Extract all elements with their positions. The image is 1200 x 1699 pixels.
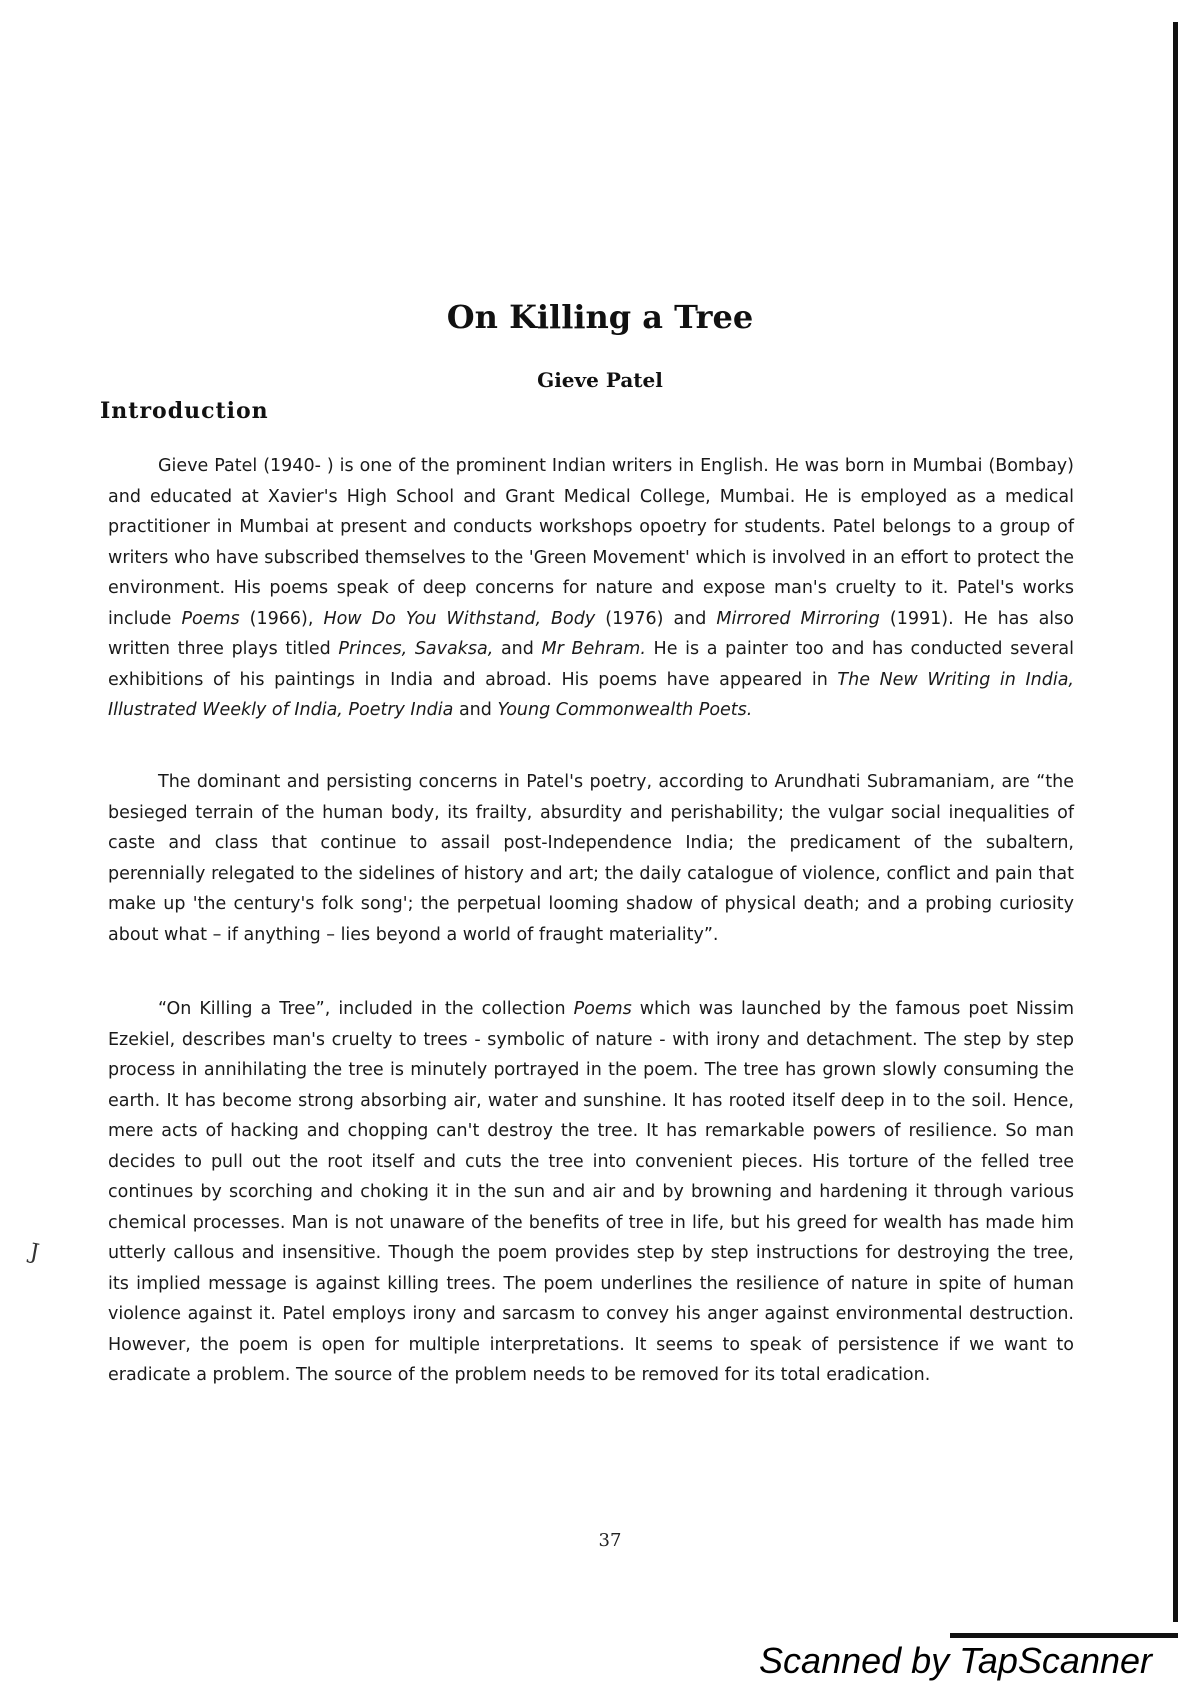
document-title: On Killing a Tree [446, 298, 754, 336]
text-run: which was launched by the famous poet Nissim Ezekiel, describes man's cruelty to trees - symbolic of nature - with irony and detachment. The step by step process in annihilating the tree is minutely portrayed in the poem. The tree has grown slowly consuming the earth. It has become strong absorbing air, water and sunshine. It has rooted itself deep in to the soil. Hence, mere acts of hacking and chopping can't destroy the tree. It has remarkable powers of resilience. So man decides to pull out the root itself and cuts the tree into convenient pieces. His torture of the felled tree continues by scorching and choking it in the sun and air and by browning and hardening it through various chemical processes. Man is not unaware of the benefits of tree in life, but his greed for wealth has made him utterly callous and insensitive. Though the poem provides step by step instructions for destroying the tree, its implied message is against killing trees. The poem underlines the resilience of nature in spite of human violence against it. Patel employs irony and sarcasm to convey his anger against environmental destruction. However, the poem is open for multiple interpretations. It seems to speak of persistence if we want to eradicate a problem. The source of the problem needs to be removed for its total eradication. [108, 999, 1074, 1385]
page-edge-shadow [1173, 22, 1178, 1622]
italic-title-run: Poems [181, 608, 240, 629]
text-run: The dominant and persisting concerns in Patel's poetry, according to Arundhati Subramaniam, are “the besieged terrain of the human body, its frailty, absurdity and perishability; the vulgar social inequalities of caste and class that continue to assail post-Independence India; the predicament of the subaltern, perennially relegated to the sidelines of history and art; the daily catalogue of violence, conflict and pain that make up 'the century's folk song'; the perpetual looming shadow of physical death; and a probing curiosity about what – if anything – lies beyond a world of fraught materiality”. [108, 772, 1074, 945]
text-run: Gieve Patel (1940- ) is one of the prominent Indian writers in English. He was born in Mumbai (Bombay) and educated at Xavier's High School and Grant Medical College, Mumbai. He is employed as a medical practitioner in Mumbai at present and conducts workshops opoetry for students. Patel belongs to a group of writers who have subscribed themselves to the 'Green Movement' which is involved in an effort to protect the environment. His poems speak of deep concerns for nature and expose man's cruelty to it. Patel's works include [108, 456, 1074, 629]
text-run: (1966), [239, 608, 324, 629]
paragraph-text [108, 767, 1074, 950]
text-run: (1976) and [595, 608, 717, 629]
page-bottom-edge [950, 1633, 1178, 1638]
section-heading: Introduction [100, 398, 269, 424]
italic-title-run: Mr Behram. [541, 639, 646, 659]
page-number: 37 [598, 1530, 622, 1551]
paragraph-3 [108, 994, 1074, 1391]
text-run: and [453, 700, 498, 720]
italic-title-run: Princes, Savaksa, [338, 639, 494, 659]
paragraph-2 [108, 767, 1074, 950]
text-run: “On Killing a Tree”, included in the collection [158, 999, 574, 1019]
italic-title-run: How Do You Withstand, Body [323, 608, 596, 629]
italic-title-run: Mirrored Mirroring [716, 608, 880, 629]
paragraph-text [108, 451, 1074, 726]
scanner-watermark: Scanned by TapScanner [759, 1640, 1152, 1681]
paragraph-text [108, 994, 1074, 1391]
italic-title-run: Young Commonwealth Poets. [497, 700, 753, 720]
stray-pen-mark: J [27, 1239, 41, 1266]
text-run: He is a painter too and has conducted several exhibitions of his paintings in India and abroad. His poems have appeared in [108, 639, 1074, 690]
italic-title-run: Poems [573, 999, 632, 1019]
author-name: Gieve Patel [537, 368, 663, 392]
italic-title-run: The New Writing in India, Illustrated Weekly of India, Poetry India [108, 669, 1074, 720]
text-run: (1991). He has also written three plays titled [108, 608, 1074, 659]
paragraph-1 [108, 451, 1074, 726]
text-run: and [493, 639, 542, 659]
